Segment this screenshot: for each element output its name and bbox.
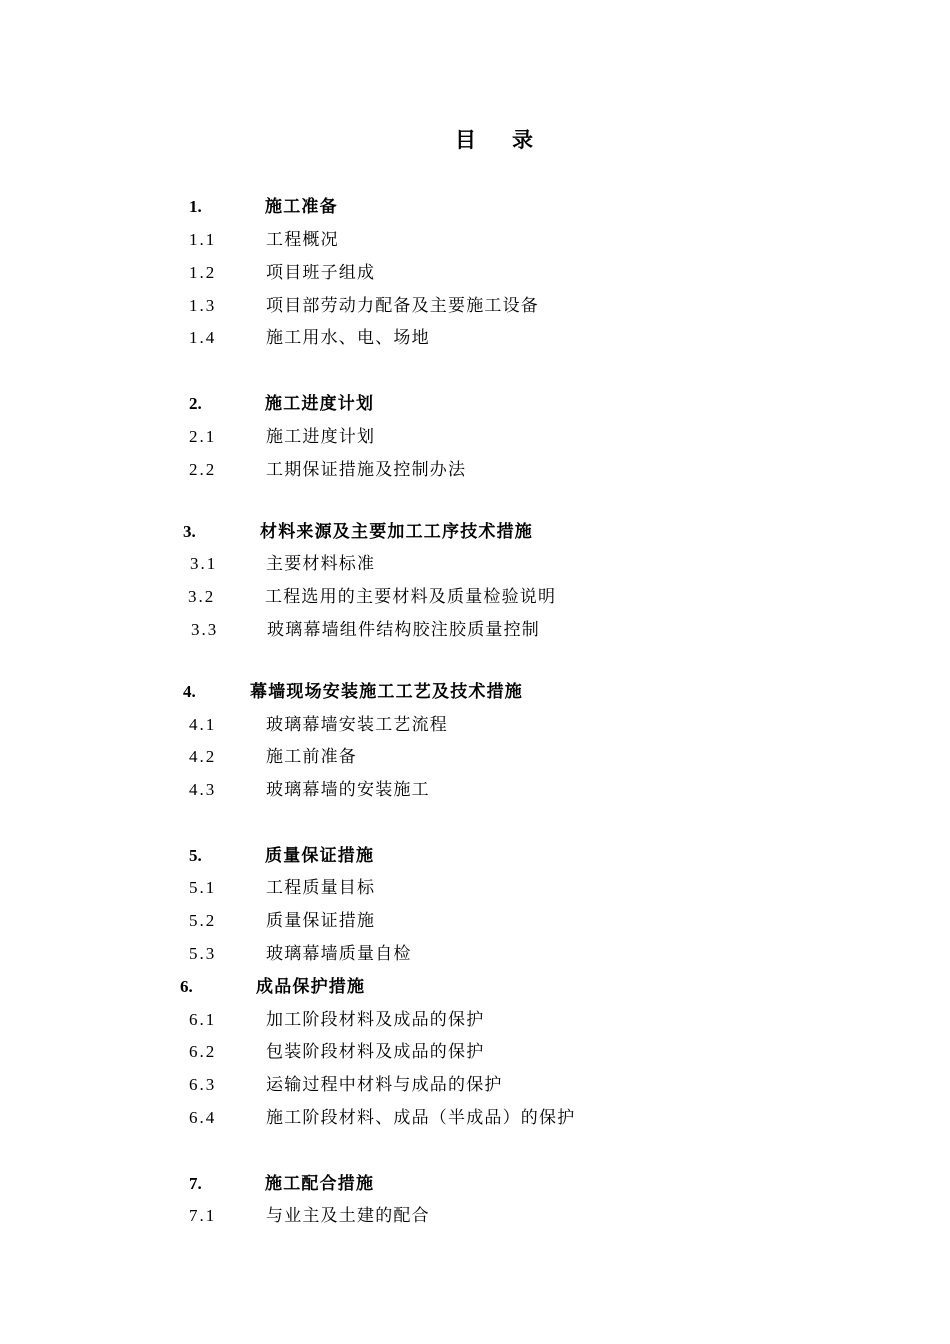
toc-label: 质量保证措施 [266, 911, 376, 931]
toc-title [0, 124, 950, 154]
toc-number: 2.1 [189, 427, 217, 446]
toc-label: 施工进度计划 [265, 394, 375, 414]
toc-label: 施工用水、电、场地 [266, 328, 430, 348]
toc-number: 5.3 [189, 944, 217, 963]
toc-label: 施工配合措施 [265, 1174, 375, 1194]
toc-number: 1.1 [189, 230, 217, 249]
toc-number: 3. [183, 522, 196, 541]
toc-title-left: 目 [455, 127, 478, 152]
toc-number: 5.1 [189, 878, 217, 897]
toc-number: 4.3 [189, 780, 217, 799]
toc-label: 玻璃幕墙安装工艺流程 [266, 715, 448, 735]
toc-number: 6.4 [189, 1108, 217, 1127]
toc-label: 工程选用的主要材料及质量检验说明 [265, 587, 557, 607]
toc-label: 成品保护措施 [256, 977, 366, 997]
toc-number: 1. [189, 197, 202, 216]
toc-label: 主要材料标准 [266, 554, 376, 574]
toc-number: 1.4 [189, 328, 217, 347]
toc-number: 3.3 [191, 620, 219, 639]
toc-label: 材料来源及主要加工工序技术措施 [260, 522, 533, 542]
toc-title-right: 录 [512, 127, 535, 152]
toc-number: 2. [189, 394, 202, 413]
toc-label: 工程概况 [266, 230, 339, 250]
toc-label: 与业主及土建的配合 [266, 1206, 430, 1226]
toc-number: 3.2 [188, 587, 216, 606]
toc-label: 玻璃幕墙的安装施工 [266, 780, 430, 800]
toc-label: 加工阶段材料及成品的保护 [266, 1010, 485, 1030]
toc-number: 6.3 [189, 1075, 217, 1094]
toc-label: 玻璃幕墙质量自检 [266, 944, 412, 964]
toc-label: 施工前准备 [266, 747, 357, 767]
toc-number: 3.1 [190, 554, 218, 573]
toc-number: 5.2 [189, 911, 217, 930]
toc-label: 质量保证措施 [265, 846, 375, 866]
toc-number: 4.1 [189, 715, 217, 734]
toc-label: 包装阶段材料及成品的保护 [266, 1042, 485, 1062]
toc-label: 工程质量目标 [266, 878, 376, 898]
toc-label: 施工准备 [265, 197, 338, 217]
toc-number: 7. [189, 1174, 202, 1193]
toc-label: 工期保证措施及控制办法 [266, 460, 467, 480]
toc-number: 1.3 [189, 296, 217, 315]
toc-number: 6.1 [189, 1010, 217, 1029]
toc-number: 7.1 [189, 1206, 217, 1225]
toc-number: 6.2 [189, 1042, 217, 1061]
toc-label: 幕墙现场安装施工工艺及技术措施 [250, 682, 523, 702]
toc-number: 2.2 [189, 460, 217, 479]
toc-number: 1.2 [189, 263, 217, 282]
toc-number: 4.2 [189, 747, 217, 766]
toc-label: 施工阶段材料、成品（半成品）的保护 [266, 1108, 576, 1128]
toc-number: 4. [183, 682, 196, 701]
toc-label: 运输过程中材料与成品的保护 [266, 1075, 503, 1095]
toc-number: 6. [180, 977, 193, 996]
toc-label: 项目部劳动力配备及主要施工设备 [266, 296, 539, 316]
toc-label: 玻璃幕墙组件结构胶注胶质量控制 [267, 620, 540, 640]
toc-number: 5. [189, 846, 202, 865]
toc-label: 项目班子组成 [266, 263, 376, 283]
toc-label: 施工进度计划 [266, 427, 376, 447]
